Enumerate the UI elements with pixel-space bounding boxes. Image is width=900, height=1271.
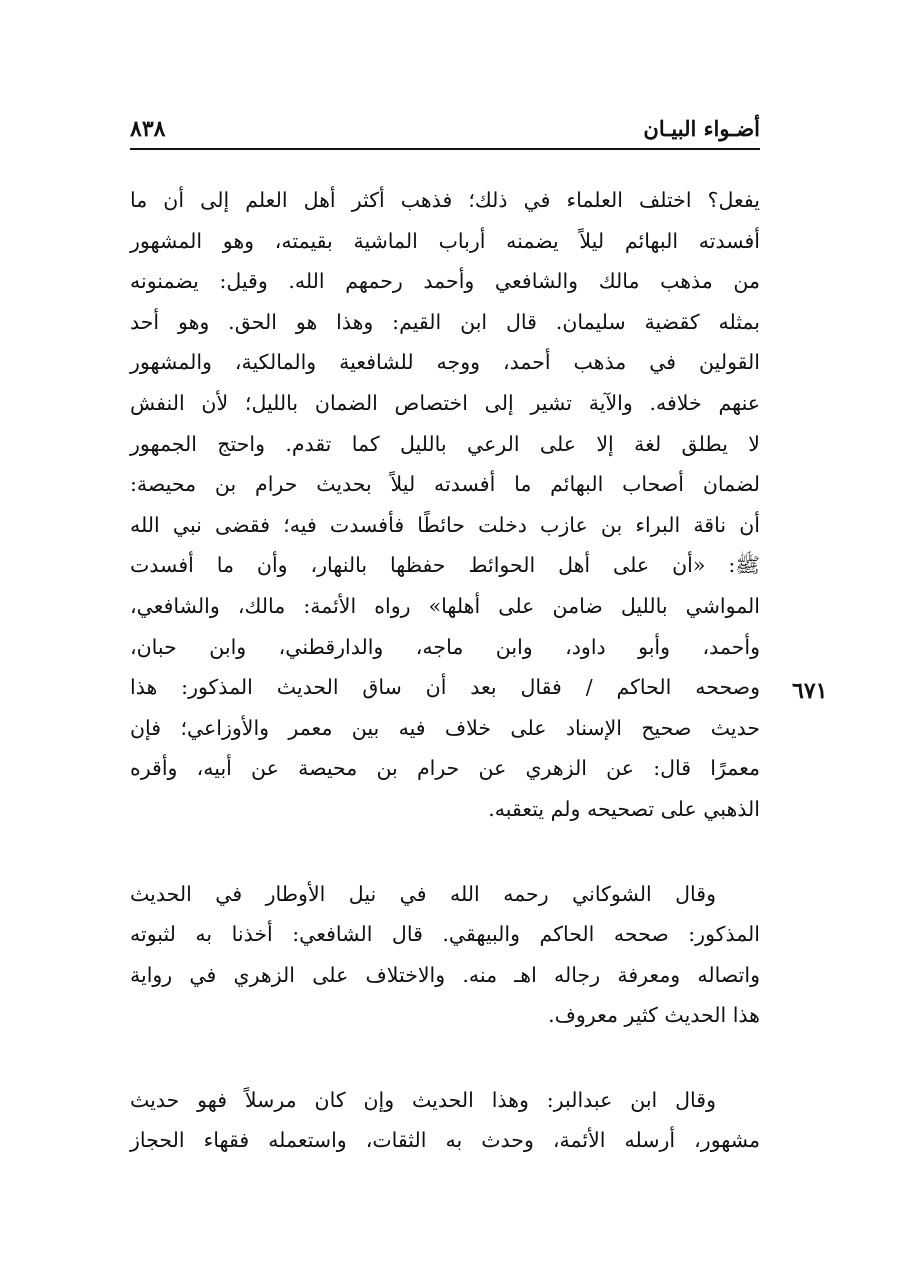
text-line: معمرًا قال: عن الزهري عن حرام بن محيصة عن أبيه، وأقره: [130, 756, 760, 781]
text-line: ﷺ: «أن على أهل الحوائط حفظها بالنهار، وأن ما أفسدت: [130, 553, 760, 578]
text-line: لضمان أصحاب البهائم ما أفسدته ليلاً بحديث حرام بن محيصة:: [130, 472, 760, 497]
text-line: المذكور: صححه الحاكم والبيهقي. قال الشافعي: أخذنا به لثبوته: [130, 922, 760, 947]
text-line: عنهم خلافه. والآية تشير إلى اختصاص الضمان بالليل؛ لأن النفش: [130, 390, 760, 415]
text-line: وقال الشوكاني رحمه الله في نيل الأوطار في الحديث: [130, 881, 716, 906]
text-line: أن ناقة البراء بن عازب دخلت حائطًا فأفسدت فيه؛ فقضى نبي الله: [130, 512, 760, 537]
paragraph-1: [130, 180, 760, 830]
text-line: مشهور، أرسله الأئمة، وحدث به الثقات، واستعمله فقهاء الحجاز: [130, 1128, 760, 1153]
paragraph-2: [130, 874, 760, 1036]
text-line: واتصاله ومعرفة رجاله اهـ منه. والاختلاف على الزهري في رواية: [130, 962, 760, 987]
text-line: من مذهب مالك والشافعي وأحمد رحمهم الله. وقيل: يضمنونه: [130, 269, 760, 294]
margin-page-reference: ٦٧١: [792, 678, 828, 704]
body-text: [130, 180, 760, 1161]
text-line: أفسدته البهائم ليلاً يضمنه أرباب الماشية بقيمته، وهو المشهور: [130, 228, 760, 253]
text-line: وصححه الحاكم / فقال بعد أن ساق الحديث المذكور: هذا: [130, 675, 760, 700]
text-line: هذا الحديث كثير معروف.: [548, 1003, 760, 1028]
paragraph-3: [130, 1080, 760, 1161]
paragraph-gap: [130, 830, 760, 874]
text-line: القولين في مذهب أحمد، ووجه للشافعية والمالكية، والمشهور: [130, 350, 760, 375]
text-line: وأحمد، وأبو داود، وابن ماجه، والدارقطني، وابن حبان،: [130, 634, 760, 659]
text-line: وقال ابن عبدالبر: وهذا الحديث وإن كان مرسلاً فهو حديث: [130, 1087, 716, 1112]
running-title: أضـواء البيـان: [643, 116, 760, 141]
text-line: المواشي بالليل ضامن على أهلها» رواه الأئمة: مالك، والشافعي،: [130, 593, 760, 618]
paragraph-gap: [130, 1036, 760, 1080]
text-line: حديث صحيح الإسناد على خلاف فيه بين معمر والأوزاعي؛ فإن: [130, 715, 760, 740]
text-line: يفعل؟ اختلف العلماء في ذلك؛ فذهب أكثر أهل العلم إلى أن ما: [130, 188, 760, 212]
text-line: الذهبي على تصحيحه ولم يتعقبه.: [488, 796, 760, 821]
text-line: بمثله كقضية سليمان. قال ابن القيم: وهذا هو الحق. وهو أحد: [130, 309, 760, 334]
text-line: لا يطلق لغة إلا على الرعي بالليل كما تقدم. واحتج الجمهور: [130, 431, 760, 456]
page-header: [130, 112, 760, 150]
page-number: ٨٣٨: [130, 116, 166, 142]
